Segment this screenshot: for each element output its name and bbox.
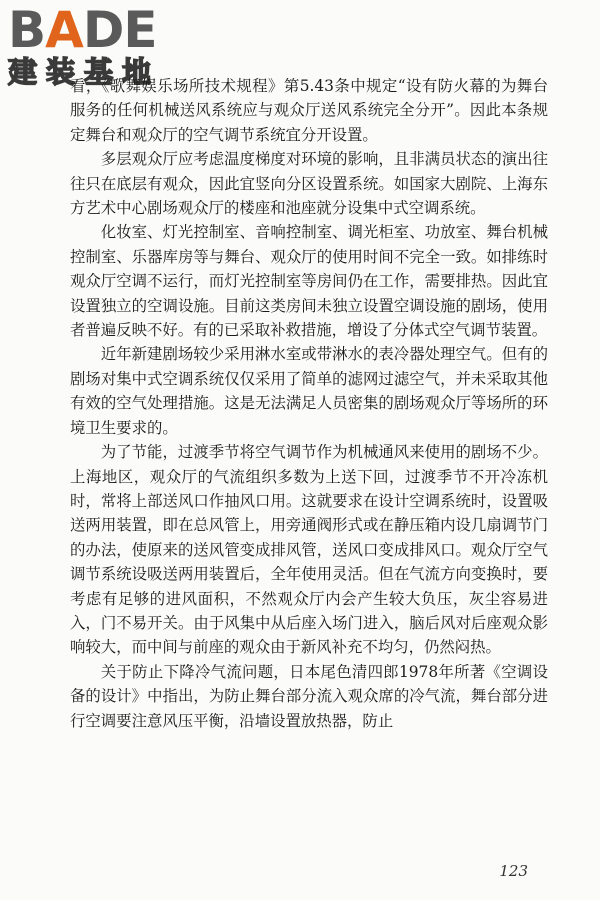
body-text (70, 74, 548, 733)
paragraph-2: 多层观众厅应考虑温度梯度对环境的影响，且非满员状态的演出往往只在底层有观众，因此宜竖向分区设置系统。如国家大剧院、上海东方艺术中心剧场观众厅的楼座和池座就分设集中式空调系统。 (70, 150, 548, 218)
paragraph-6: 关于防止下降冷气流问题，日本尾色清四郎1978年所著《空调设备的设计》中指出，为防止舞台部分流入观众席的冷气流，舞台部分进行空调要注意风压平衡，沿墙设置放热器，防止 (70, 662, 548, 730)
paragraph-1: 看，《歌舞娱乐场所技术规程》第5.43条中规定“设有防火幕的为舞台服务的任何机械送风系统应与观众厅送风系统完全分开”。因此本条规定舞台和观众厅的空气调节系统宜分开设置。 (70, 77, 548, 144)
page-number: 123 (499, 862, 528, 880)
paragraph-3: 化妆室、灯光控制室、音响控制室、调光柜室、功放室、舞台机械控制室、乐器库房等与舞台、观众厅的使用时间不完全一致。如排练时观众厅空调不运行，而灯光控制室等房间仍在工作，需要排热。因此宜设置独立的空调设施。目前这类房间未独立设置空调设施的剧场，使用者普遍反映不好。有的已采取补救措施，增设了分体式空气调节装置。 (70, 223, 548, 340)
logo-chinese-text: 建装基地 (8, 55, 161, 89)
paragraph-5: 为了节能，过渡季节将空气调节作为机械通风来使用的剧场不少。上海地区，观众厅的气流组织多数为上送下回，过渡季节不开冷冻机时，常将上部送风口作抽风口用。这就要求在设计空调系统时，设置吸送两用装置，即在总风管上，用旁通阀形式或在静压箱内设几扇调节门的办法，使原来的送风管变成排风管，送风口变成排风口。观众厅空气调节系统设吸送两用装置后，全年使用灵活。但在气流方向变换时，要考虑有足够的进风面积，不然观众厅内会产生较大负压，灰尘容易进入，门不易开关。由于风集中从后座入场门进入，脑后风对后座观众影响较大，而中间与前座的观众由于新风补充不均匀，仍然闷热。 (70, 443, 548, 657)
paragraph-4: 近年新建剧场较少采用淋水室或带淋水的表冷器处理空气。但有的剧场对集中式空调系统仅仅采用了简单的滤网过滤空气，并未采取其他有效的空气处理措施。这是无法满足人员密集的剧场观众厅等场所的环境卫生要求的。 (70, 345, 548, 437)
logo-wordmark: BADE (8, 1, 157, 59)
